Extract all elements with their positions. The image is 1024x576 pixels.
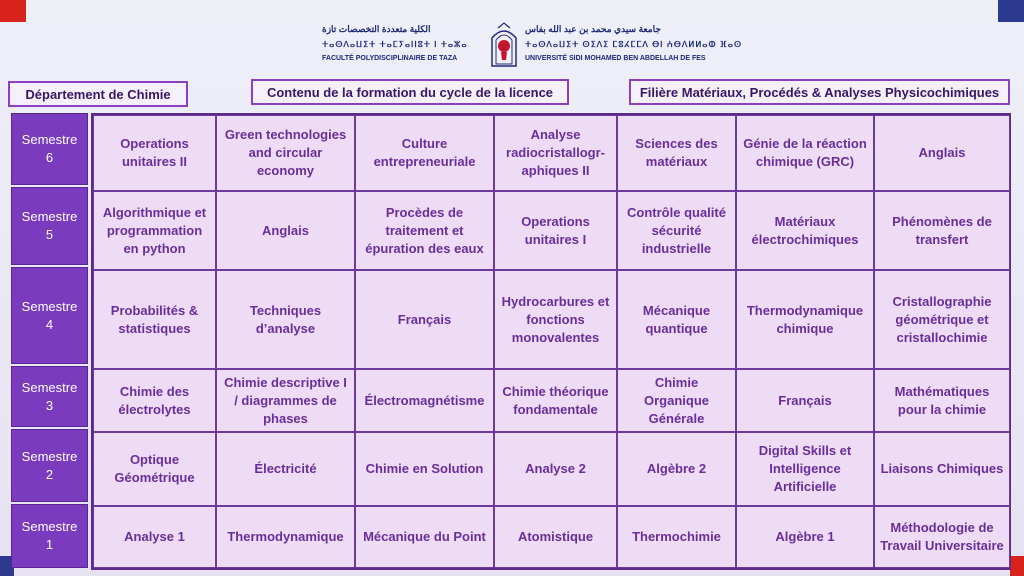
module-cell: Phénomènes de transfert — [874, 191, 1010, 270]
semester-label — [11, 366, 88, 427]
semester-number: 3 — [45, 397, 54, 413]
university-name-tifinagh: ⵜⴰⵙⴷⴰⵡⵉⵜ ⵙⵉⴷⵉ ⵎⵓⵃⵎⵎⴷ ⴱⵏ ⵄⴱⴷⵍⵍⴰⵀ ⴼⴰⵙ — [525, 40, 743, 49]
module-cell: Chimie en Solution — [355, 432, 494, 506]
semester-label — [11, 504, 88, 568]
university-name-french: UNIVERSITÉ SIDI MOHAMED BEN ABDELLAH DE FES — [525, 55, 706, 62]
module-cell: Culture entrepreneuriale — [355, 115, 494, 191]
module-cell: Digital Skills et Intelligence Artificielle — [736, 432, 874, 506]
semester-label — [11, 267, 88, 364]
module-cell: Atomistique — [494, 506, 617, 568]
module-cell: Algèbre 1 — [736, 506, 874, 568]
module-cell: Optique Géométrique — [93, 432, 216, 506]
semester-number: 1 — [45, 537, 54, 552]
modules-table — [91, 113, 1011, 570]
module-cell: Analyse 1 — [93, 506, 216, 568]
department-label: Département de Chimie — [8, 81, 188, 107]
module-cell: Algorithmique et programmation en python — [93, 191, 216, 270]
university-logo — [488, 22, 520, 68]
module-cell: Chimie théorique fondamentale — [494, 369, 617, 432]
module-cell: Analyse radiocristallogr-aphiques II — [494, 115, 617, 191]
faculty-name-arabic: الكلية متعددة التخصصات تازة — [322, 24, 431, 34]
corner-decoration — [1010, 556, 1024, 576]
module-cell: Algèbre 2 — [617, 432, 736, 506]
semester-word: Semestre — [21, 519, 78, 534]
module-cell: Contrôle qualité sécurité industrielle — [617, 191, 736, 270]
module-cell: Operations unitaires II — [93, 115, 216, 191]
module-cell: Procèdes de traitement et épuration des eaux — [355, 191, 494, 270]
module-cell: Mécanique quantique — [617, 270, 736, 369]
semester-number: 5 — [45, 227, 54, 242]
semester-number: 2 — [45, 466, 54, 482]
university-name-arabic: جامعة سيدي محمد بن عبد الله بفاس — [525, 24, 661, 34]
module-cell: Techniques d’analyse — [216, 270, 355, 369]
module-cell: Mécanique du Point — [355, 506, 494, 568]
module-cell: Hydrocarbures et fonctions monovalentes — [494, 270, 617, 369]
module-cell: Français — [736, 369, 874, 432]
module-cell: Thermochimie — [617, 506, 736, 568]
semester-word: Semestre — [21, 298, 78, 314]
module-cell: Anglais — [216, 191, 355, 270]
module-cell: Méthodologie de Travail Universitaire — [874, 506, 1010, 568]
module-cell: Thermodynamique chimique — [736, 270, 874, 369]
semester-number: 4 — [45, 316, 54, 332]
semester-label — [11, 429, 88, 502]
university-header — [320, 20, 743, 72]
module-cell: Mathématiques pour la chimie — [874, 369, 1010, 432]
module-cell: Liaisons Chimiques — [874, 432, 1010, 506]
faculty-name-french: FACULTÉ POLYDISCIPLINAIRE DE TAZA — [322, 55, 458, 62]
semester-word: Semestre — [21, 379, 78, 395]
semester-word: Semestre — [21, 448, 78, 464]
semester-label — [11, 187, 88, 265]
corner-decoration — [998, 0, 1024, 22]
module-cell: Probabilités & statistiques — [93, 270, 216, 369]
module-cell: Cristallographie géométrique et cristallochimie — [874, 270, 1010, 369]
program-label: Filière Matériaux, Procédés & Analyses Physicochimiques — [629, 79, 1010, 105]
corner-decoration — [0, 0, 26, 22]
module-cell: Sciences des matériaux — [617, 115, 736, 191]
content-title: Contenu de la formation du cycle de la licence — [251, 79, 569, 105]
semester-word: Semestre — [21, 132, 78, 147]
module-cell: Français — [355, 270, 494, 369]
module-cell: Thermodynamique — [216, 506, 355, 568]
semester-word: Semestre — [21, 209, 78, 224]
module-cell: Génie de la réaction chimique (GRC) — [736, 115, 874, 191]
module-cell: Électricité — [216, 432, 355, 506]
module-cell: Électromagnétisme — [355, 369, 494, 432]
module-cell: Chimie des électrolytes — [93, 369, 216, 432]
faculty-name-tifinagh: ⵜⴰⵙⴷⴰⵡⵉⵜ ⵜⴰⵎⵢⴰⵏⵏⵓⵜ ⵏ ⵜⴰⵣⴰ — [322, 40, 468, 49]
module-cell: Chimie descriptive I / diagrammes de phases — [216, 369, 355, 432]
module-cell: Anglais — [874, 115, 1010, 191]
semester-number: 6 — [45, 150, 54, 165]
module-cell: Matériaux électrochimiques — [736, 191, 874, 270]
module-cell: Chimie Organique Générale — [617, 369, 736, 432]
module-cell: Green technologies and circular economy — [216, 115, 355, 191]
module-cell: Operations unitaires I — [494, 191, 617, 270]
semester-label — [11, 113, 88, 185]
module-cell: Analyse 2 — [494, 432, 617, 506]
